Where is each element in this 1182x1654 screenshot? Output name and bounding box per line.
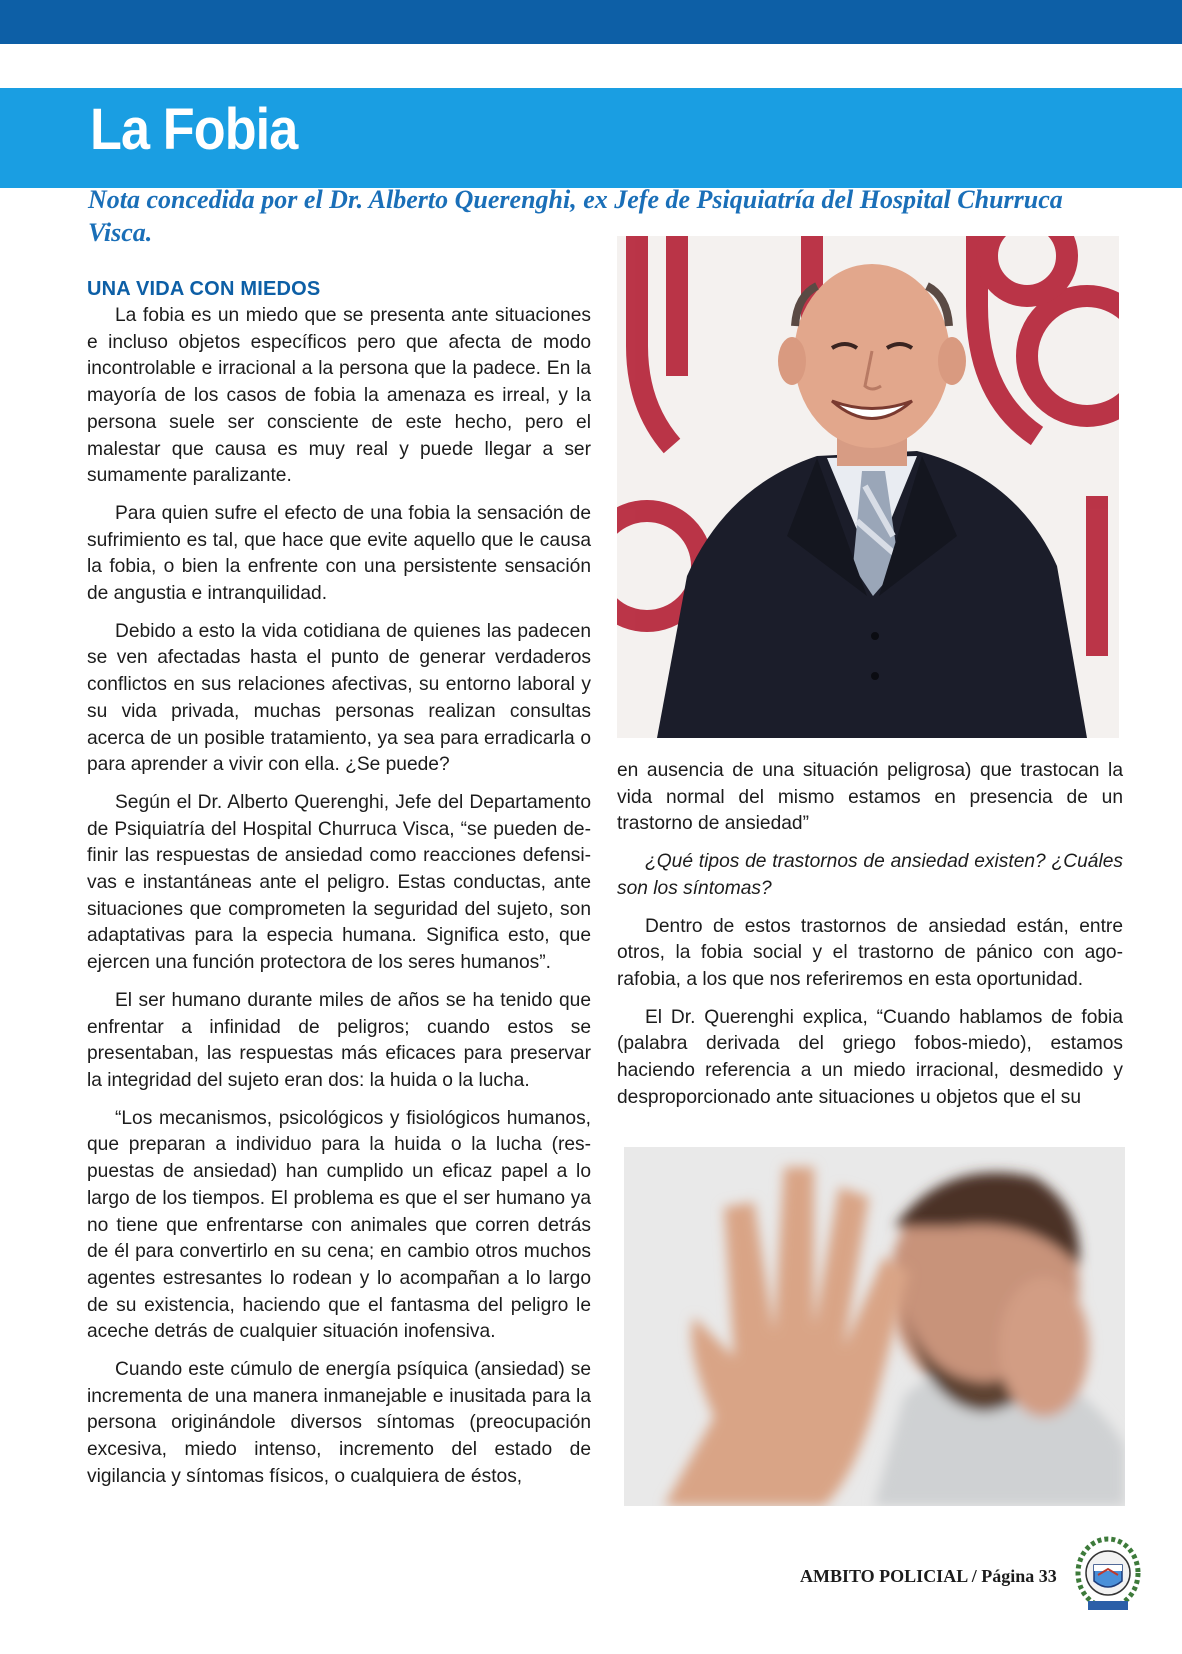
paragraph: El ser humano durante miles de años se ha tenido que enfrentar a infinidad de peligros; cuando estos se presentaban, las respuestas más eficaces para preservar la integridad del sujeto eran dos: la huida o la lucha. [87, 989, 591, 1091]
paragraph: “Los mecanismos, psicológicos y fisiológicos humanos, que preparan a individuo para la huida o la lucha (respuestas de ansiedad) han cumplido un eficaz papel a lo largo de los tiempos. El problema es que el ser humano ya no tiene que enfrentarse con animales que corren detrás de él para convertirlo en su cena; en cambio otros muchos agentes estresantes lo rodean y lo acompañan a lo largo de su existencia, haciendo que el fantasma del peligro le aceche detrás de cualquier situación inofensiva. [87, 1107, 591, 1343]
doctor-portrait-photo [617, 236, 1119, 738]
top-color-bar [0, 0, 1182, 44]
page-title: La Fobia [90, 97, 298, 162]
doctor-portrait-image [617, 236, 1119, 738]
paragraph: Cuando este cúmulo de energía psíquica (ansiedad) se incrementa de una manera inmanejable e inusitada para la persona originándole diversos síntomas (preocupación excesiva, miedo intenso, incremento del estado de vigilancia y síntomas físicos, o cualquiera de éstos, [87, 1359, 591, 1487]
paragraph: Según el Dr. Alberto Querenghi, Jefe del Departamento de Psiquiatría del Hospital Churruca Visca, “se pueden definir las respuestas de ansiedad como reacciones defensivas e instantáneas ante el peligro. Estas conductas, ante situaciones que comprometen la seguridad del sujeto, son adaptativas para la especia humana. Significa esto, que ejercen una función protectora de los seres humanos”. [87, 791, 591, 974]
paragraph: La fobia es un miedo que se presenta ante situaciones e incluso objetos específicos pero que afecta de modo incontrolable e irracional a la persona que la padece. En la mayoría de los casos de fobia la amenaza es irreal, y la persona suele ser consciente de este hecho, pero el malestar que causa es muy real y puede llegar a ser sumamente paralizante. [87, 305, 591, 487]
paragraph: Debido a esto la vida cotidiana de quienes las padecen se ven afectadas hasta el punto de generar verdaderos conflictos en sus relaciones afectivas, su entorno laboral y su vida privada, muchas personas realizan consultas acerca de un posible tratamiento, ya sea para erradicarla o para aprender a vivir con ella. ¿Se puede? [87, 620, 591, 776]
fear-hand-image [624, 1147, 1125, 1506]
title-band [0, 88, 1182, 188]
question-paragraph: ¿Qué tipos de trastornos de ansiedad existen? ¿Cuáles son los síntomas? [617, 851, 1123, 899]
paragraph: Para quien sufre el efecto de una fobia la sensación de sufrimiento es tal, que hace que evite aquello que le causa la fobia, o bien la enfrente con una persistente sensación de angustia e intranquilidad. [87, 502, 591, 605]
seal-icon [1074, 1535, 1142, 1615]
article-subtitle: Nota concedida por el Dr. Alberto Querenghi, ex Jefe de Psiquiatría del Hospital Churruca Visca. [88, 185, 1063, 247]
page-footer: AMBITO POLICIAL / Página 33 [800, 1566, 1057, 1586]
left-column [87, 278, 591, 1502]
paragraph: en ausencia de una situación peligrosa) que trastocan la vida normal del mismo estamos en presencia de un trastorno de ansiedad” [617, 760, 1123, 835]
section-heading: UNA VIDA CON MIEDOS [87, 278, 321, 300]
paragraph: El Dr. Querenghi explica, “Cuando hablamos de fobia (palabra derivada del griego fobos-miedo), estamos haciendo referencia a un miedo irracional, desmedido y desproporcionado ante situaciones u objetos que el su [617, 1006, 1123, 1108]
paragraph: Dentro de estos trastornos de ansiedad están, entre otros, la fobia social y el trastorno de pánico con agorafobia, a los que nos referiremos en esta oportunidad. [617, 915, 1123, 990]
police-seal-logo [1074, 1535, 1142, 1615]
right-column [617, 758, 1123, 1122]
fear-hand-photo [624, 1147, 1125, 1506]
